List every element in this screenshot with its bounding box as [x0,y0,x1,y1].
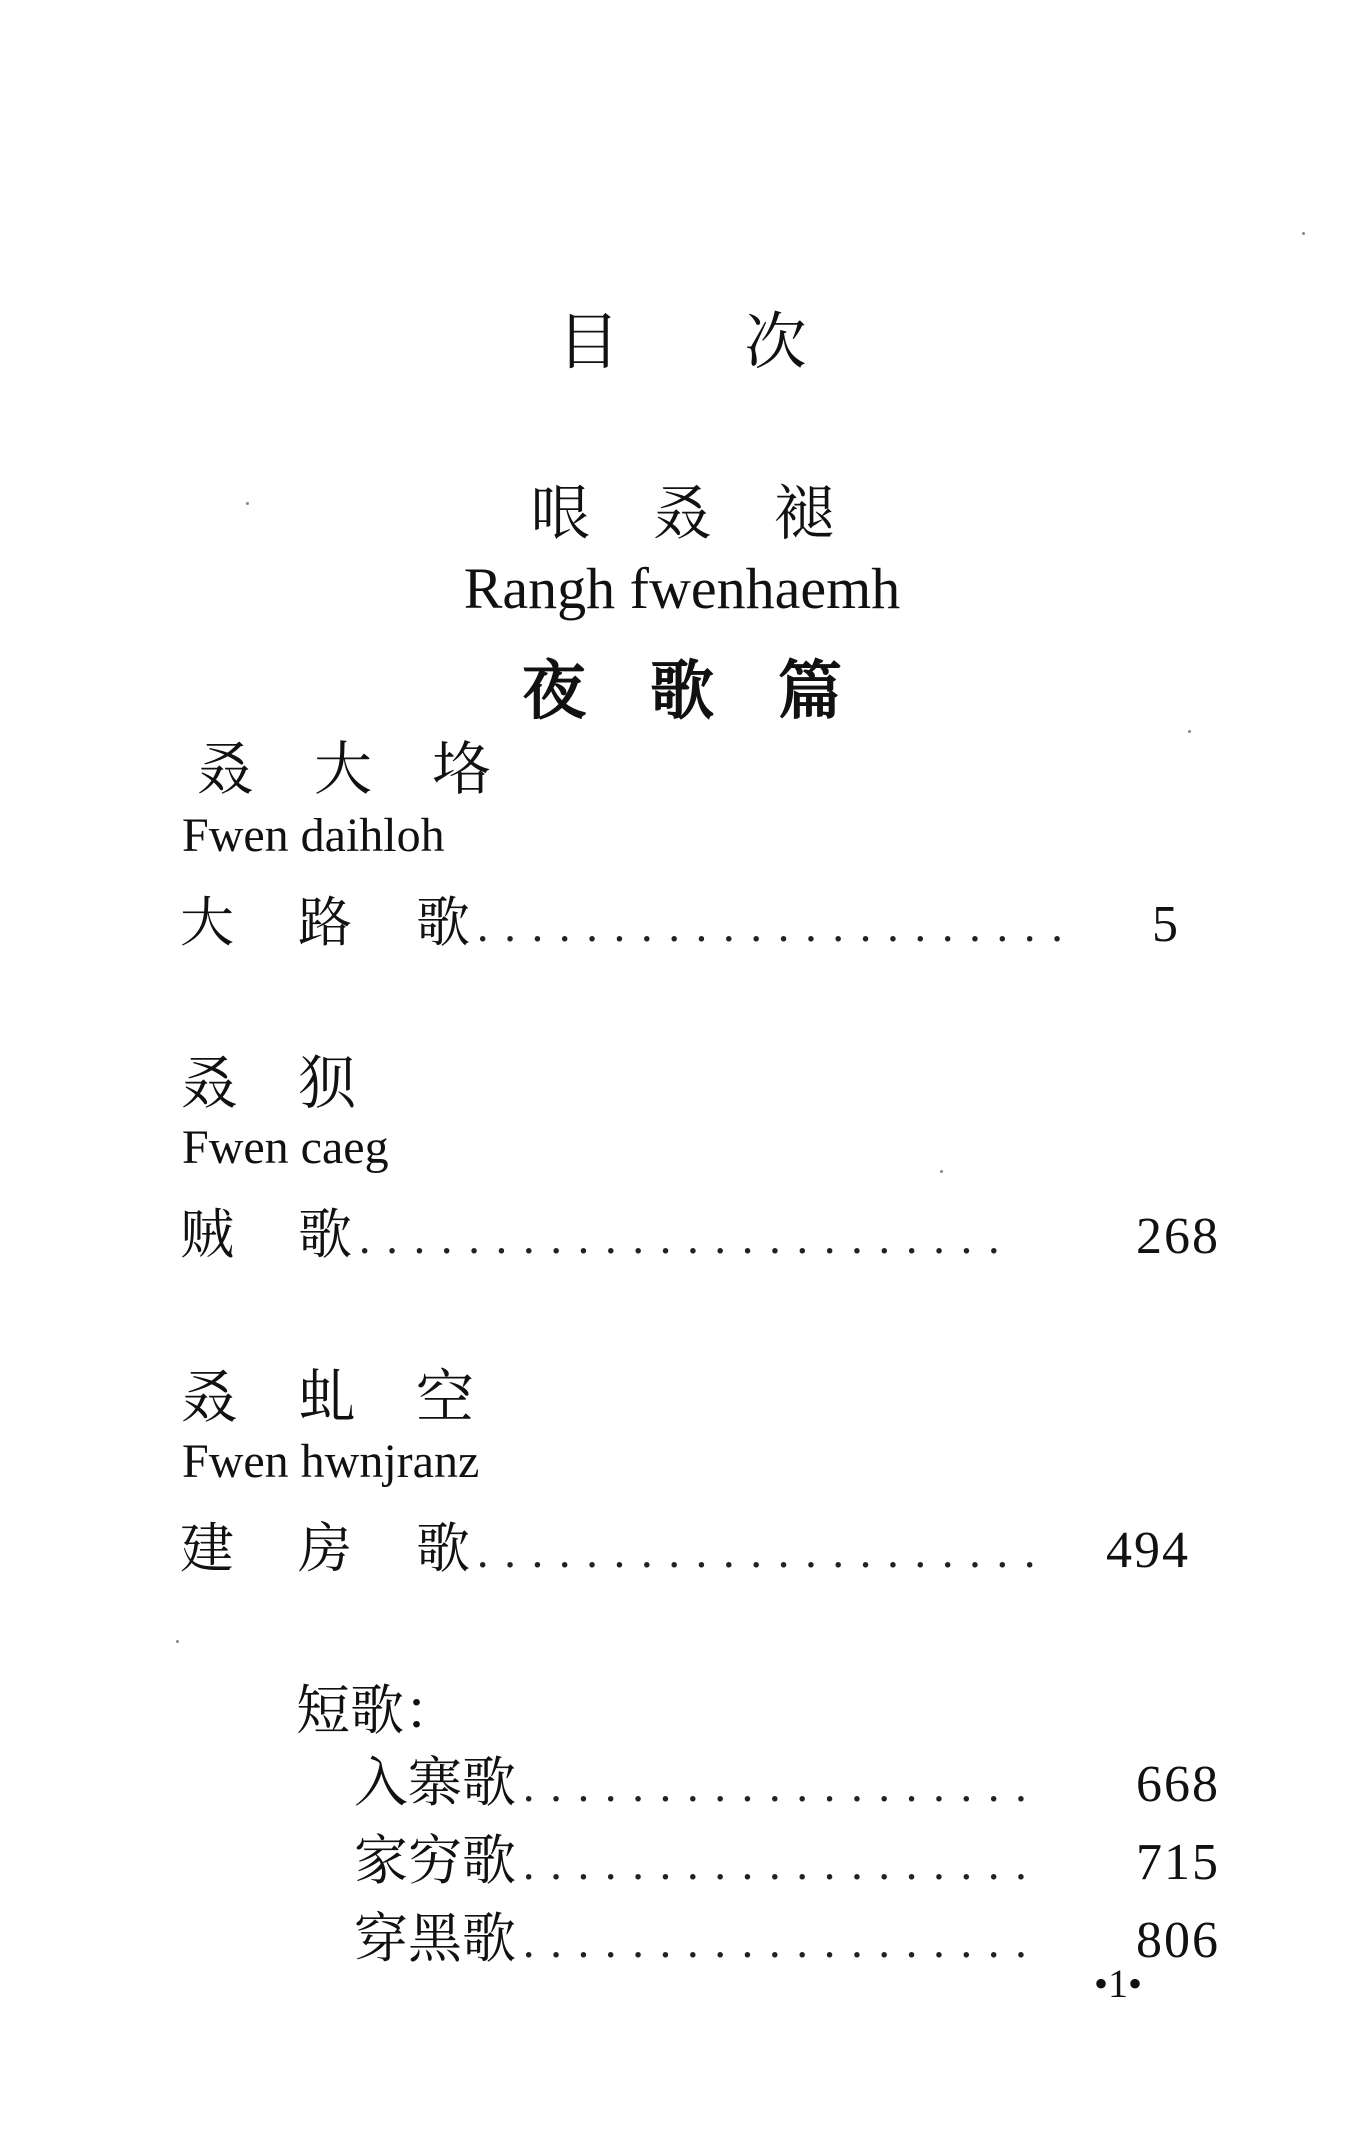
leader-dots: ..................... [476,1528,1051,1577]
title-char-1: 目 [557,305,620,378]
part-zh-char: 叒 [652,479,712,549]
part-cn-char: 歌 [650,654,714,729]
scan-speck [176,1640,179,1643]
toc-entry-page: 5 [1152,896,1180,953]
page-number: •1• [1094,1961,1143,2006]
toc-entry-page: 268 [1136,1208,1220,1265]
toc-entry-label: 穿黑歌 [354,1907,516,1970]
leader-dots: ...................... [476,902,1078,951]
scan-speck [940,1170,943,1173]
scan-speck [246,502,249,505]
section-zh-char: 虬 [298,1363,357,1431]
toc-entry[interactable] [180,880,1180,957]
section-zh-char: 叒 [196,735,255,803]
section-zh-char: 空 [416,1363,475,1431]
part-heading-roman: Rangh fwenhaemh [463,556,901,621]
toc-entry-label: 家穷歌 [354,1829,516,1892]
section-roman-title: Fwen caeg [182,1121,389,1174]
part-cn-char: 夜 [522,654,586,729]
section-zhuang-title [196,722,550,806]
part-heading-chinese [0,640,1364,732]
leader-dots: ........................ [358,1214,1015,1263]
toc-entry[interactable] [180,1192,1220,1269]
toc-entry-page: 494 [1106,1522,1190,1579]
section-zh-char: 大 [314,735,373,803]
section-roman-title: Fwen hwnjranz [182,1435,480,1488]
page-title [0,292,1364,381]
toc-entry-page: 668 [1136,1756,1220,1813]
part-heading-zhuang [0,466,1364,552]
part-zh-char: 褪 [774,479,834,549]
scan-speck [1302,232,1305,235]
section-zh-char: 叒 [180,1049,239,1117]
toc-entry-label: 贼 歌 [180,1203,352,1266]
toc-entry[interactable] [180,1506,1190,1583]
section-zhuang-title [180,1036,416,1120]
leader-dots: ................... [522,1840,1042,1889]
part-cn-char: 篇 [778,654,842,729]
section-zhuang-title [180,1350,534,1434]
toc-entry-page: 806 [1136,1912,1220,1969]
short-songs-heading: 短歌： [296,1679,458,1742]
toc-entry[interactable] [354,1896,1220,1973]
leader-dots: ................... [522,1762,1042,1811]
toc-entry-label: 建 房 歌 [180,1517,470,1580]
part-zh-char: 哏 [530,479,590,549]
section-zh-char: 狈 [298,1049,357,1117]
leader-dots: ................... [522,1918,1042,1967]
section-roman-title: Fwen daihloh [182,809,445,862]
toc-entry[interactable] [354,1740,1220,1817]
toc-entry-label: 大 路 歌 [180,891,470,954]
section-zh-char: 叒 [180,1363,239,1431]
toc-entry-label: 入寨歌 [354,1751,516,1814]
toc-entry[interactable] [354,1818,1220,1895]
toc-entry-page: 715 [1136,1834,1220,1891]
title-char-2: 次 [744,305,807,378]
scan-speck [1188,730,1191,733]
section-zh-char: 垎 [432,735,491,803]
